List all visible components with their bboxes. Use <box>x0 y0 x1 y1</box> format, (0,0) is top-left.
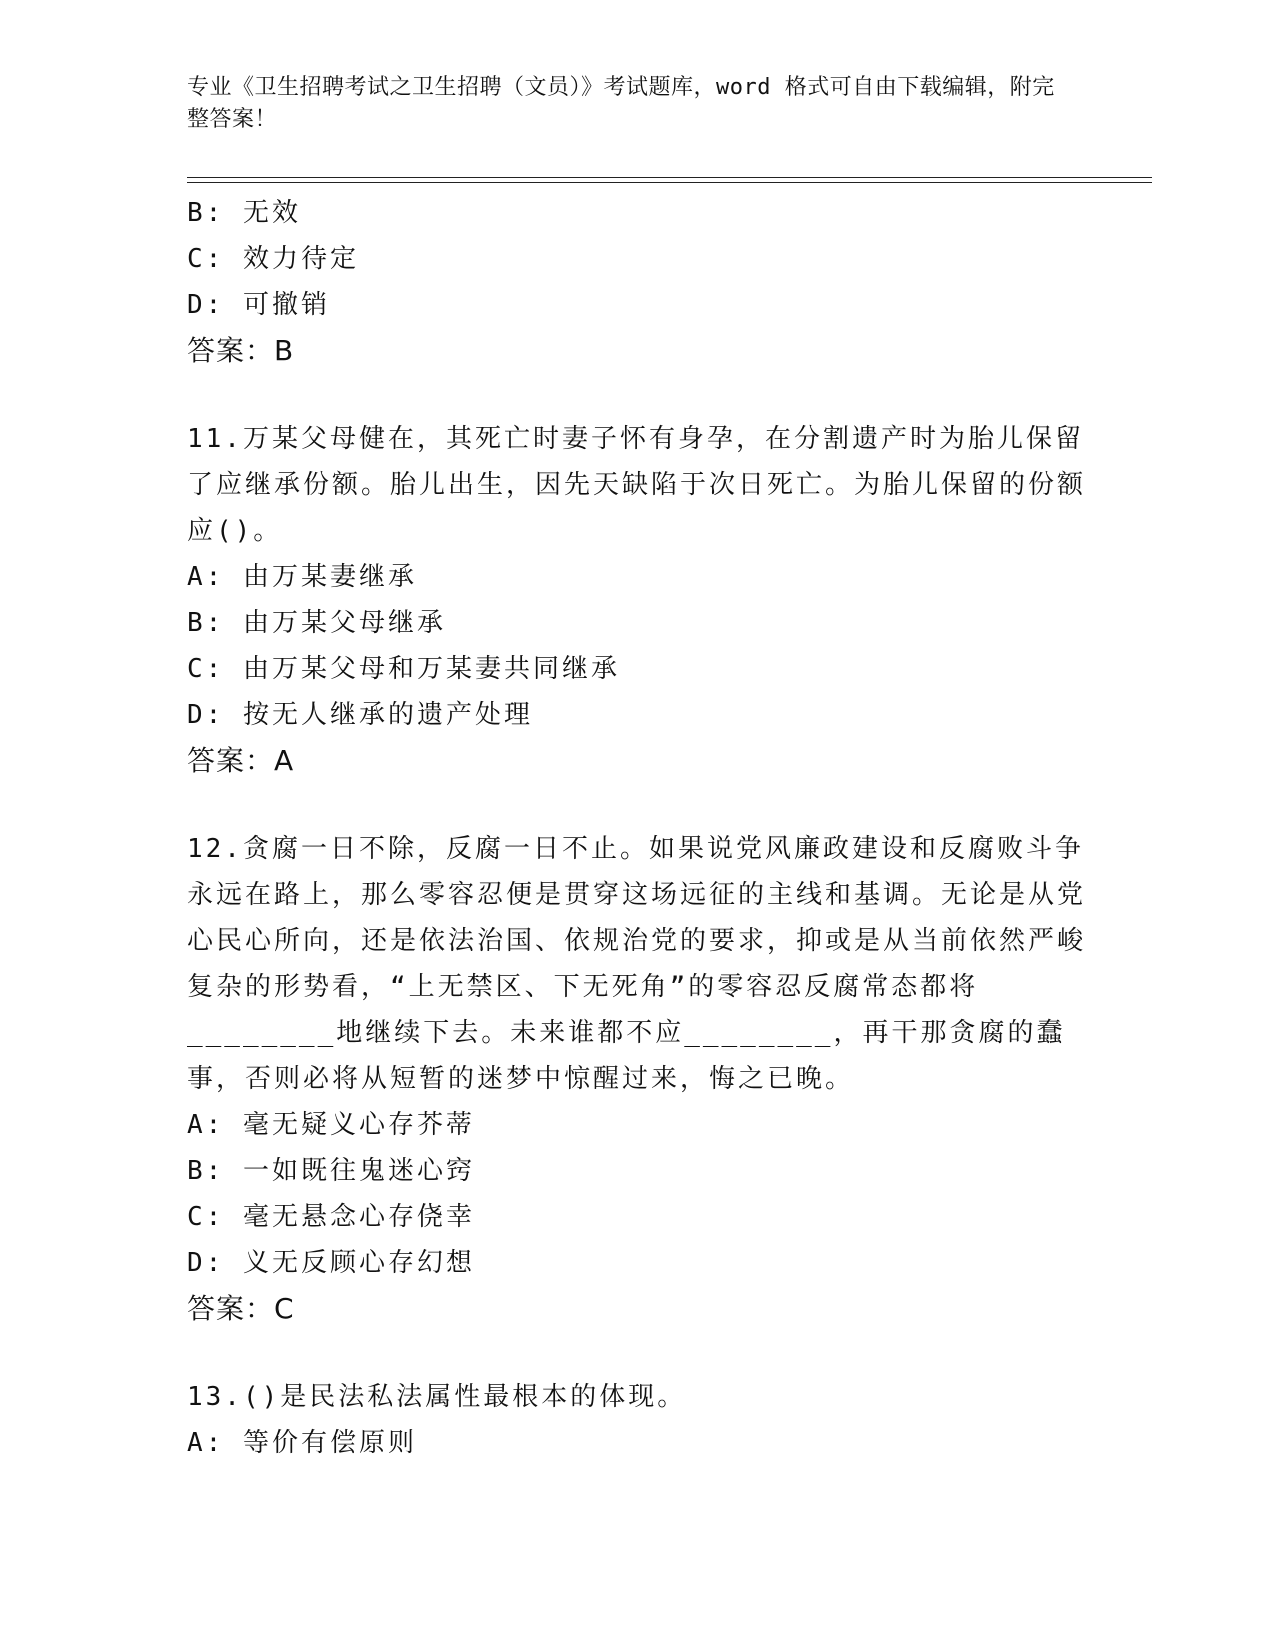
option-d: D: 可撤销 <box>187 290 330 320</box>
option-d: D: 义无反顾心存幻想 <box>187 1248 475 1278</box>
option-d: D: 按无人继承的遗产处理 <box>187 700 533 730</box>
document-content <box>187 190 1087 1466</box>
option-b: B: 由万某父母继承 <box>187 608 446 638</box>
question-text: 11.万某父母健在，其死亡时妻子怀有身孕，在分割遗产时为胎儿保留了应继承份额。胎儿出生，因先天缺陷于次日死亡。为胎儿保留的份额应()。 <box>187 424 1087 546</box>
question-13 <box>187 1374 1087 1466</box>
question-text: 13.()是民法私法属性最根本的体现。 <box>187 1382 687 1412</box>
prev-question-block <box>187 190 1087 374</box>
option-c: C: 毫无悬念心存侥幸 <box>187 1202 475 1232</box>
option-c: C: 由万某父母和万某妻共同继承 <box>187 654 620 684</box>
header-rule-top <box>187 177 1152 178</box>
question-12 <box>187 826 1087 1332</box>
option-a: A: 由万某妻继承 <box>187 562 417 592</box>
option-b: B: 无效 <box>187 198 301 228</box>
answer-line: 答案：C <box>187 1292 295 1325</box>
option-a: A: 毫无疑义心存芥蒂 <box>187 1110 475 1140</box>
option-c: C: 效力待定 <box>187 244 359 274</box>
option-b: B: 一如既往鬼迷心窍 <box>187 1156 475 1186</box>
question-text: 12.贪腐一日不除，反腐一日不止。如果说党风廉政建设和反腐败斗争永远在路上，那么零容忍便是贯穿这场远征的主线和基调。无论是从党心民心所向，还是依法治国、依规治党的要求，抑或是从当前依然严峻复杂的形势看，“上无禁区、下无死角”的零容忍反腐常态都将________地继续下去。未来谁都不应________，再干那贪腐的蠢事，否则必将从短暂的迷梦中惊醒过来，悔之已晚。 <box>187 834 1087 1094</box>
option-a: A: 等价有偿原则 <box>187 1428 417 1458</box>
question-11 <box>187 416 1087 784</box>
page-header: 专业《卫生招聘考试之卫生招聘（文员）》考试题库，word 格式可自由下载编辑，附完整答案！ <box>187 75 1055 132</box>
header-rule-bottom <box>187 182 1152 183</box>
answer-line: 答案：B <box>187 334 295 367</box>
answer-line: 答案：A <box>187 744 295 777</box>
